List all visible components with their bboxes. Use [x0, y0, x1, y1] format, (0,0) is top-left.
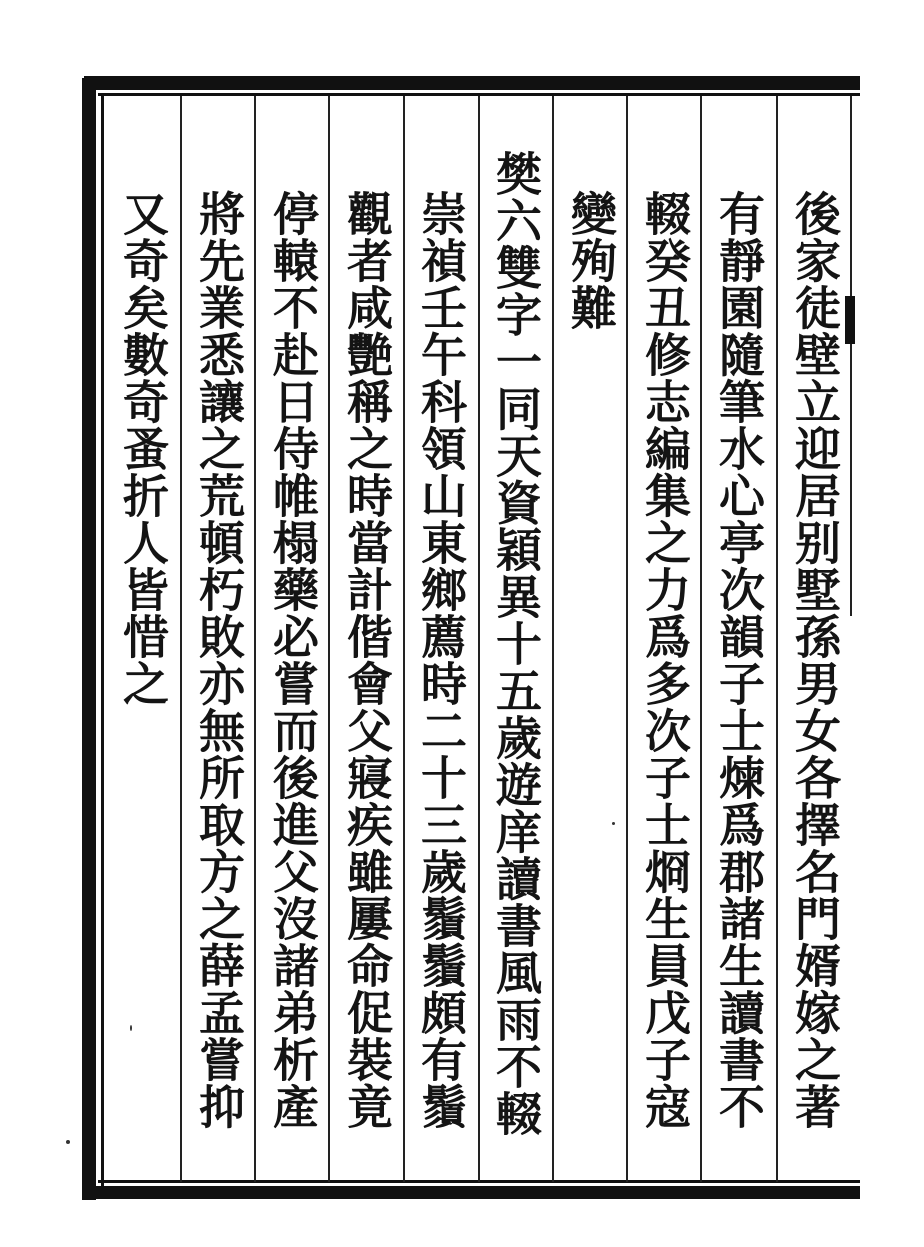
scan-speck: [66, 1140, 70, 1144]
frame-bottom-border: [82, 1186, 860, 1199]
column-rule: [552, 96, 554, 1182]
fishtail-mark: [845, 296, 855, 344]
column-text: 後家徒壁立迎居别墅孫男女各擇名門婿嫁之著: [788, 190, 842, 1130]
column-rule: [626, 96, 628, 1182]
text-column-9: [188, 190, 250, 1130]
column-rule: [254, 96, 256, 1182]
column-rule: [403, 96, 405, 1182]
frame-left-border: [82, 78, 96, 1200]
text-column-5: [485, 150, 547, 1137]
column-text: 變殉難: [564, 190, 618, 331]
scan-speck: [130, 1025, 132, 1031]
column-text: 樊六雙字一同天資穎異十五歲遊庠讀書風雨不輟: [489, 150, 543, 1137]
column-text: 崇禎壬午科領山東鄉薦時二十三歲鬚鬚頗有鬚: [414, 190, 468, 1130]
text-column-3: [634, 190, 696, 1130]
column-rule: [776, 96, 778, 1182]
scan-speck: [612, 822, 615, 825]
column-text: 將先業悉讓之荒頓朽敗亦無所取方之薛孟嘗抑: [192, 190, 246, 1130]
column-text: 停轅不赴日侍帷榻藥必嘗而後進父沒諸弟析產: [266, 190, 320, 1130]
column-rule: [180, 96, 182, 1182]
column-text: 輟癸丑修志編集之力爲多次子士烱生員戊子寇: [638, 190, 692, 1130]
column-text: 有靜園隨筆水心亭次韻子士煉爲郡諸生讀書不: [712, 190, 766, 1130]
frame-right-edge: [850, 96, 852, 616]
text-column-4: [560, 190, 622, 331]
text-column-7: [336, 190, 398, 1130]
text-column-1: [784, 190, 846, 1130]
text-column-6: [410, 190, 472, 1130]
text-column-10: [112, 190, 174, 707]
column-text: 觀者咸艷稱之時當計偕會父寢疾雖屢命促裝竟: [340, 190, 394, 1130]
text-column-2: [708, 190, 770, 1130]
column-text: 又奇矣數奇蚤折人皆惜之: [116, 190, 170, 707]
column-rule: [478, 96, 480, 1182]
frame-left-inner-border: [101, 96, 104, 1190]
column-rule: [700, 96, 702, 1182]
column-rule: [328, 96, 330, 1182]
text-column-8: [262, 190, 324, 1130]
frame-top-border: [84, 76, 860, 90]
